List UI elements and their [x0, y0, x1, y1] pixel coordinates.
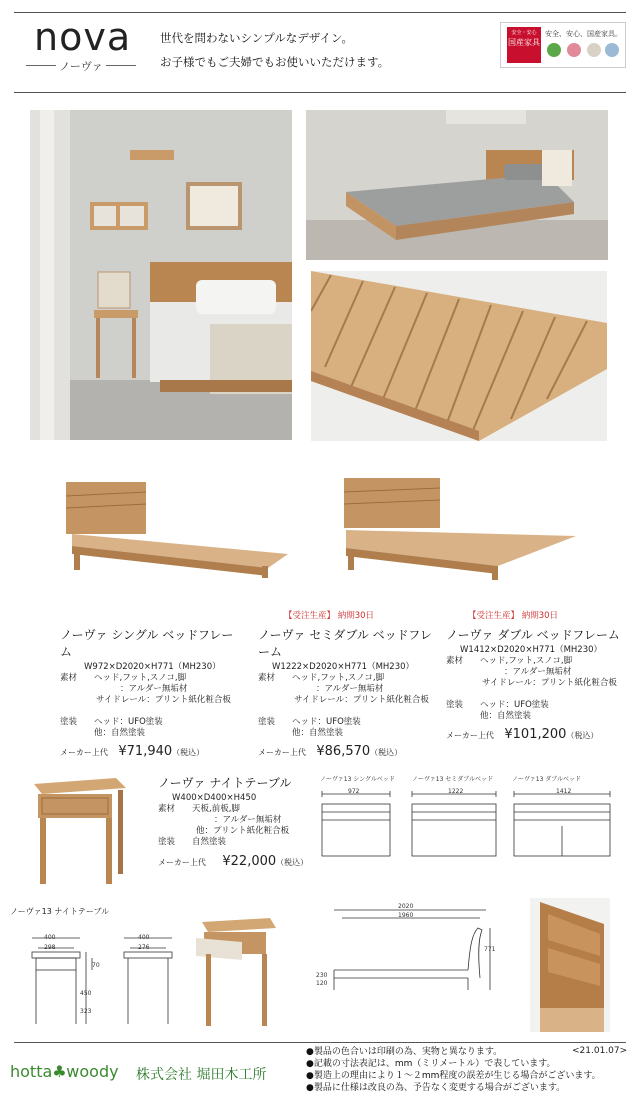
badge-text: 安全、安心、国産家具。	[545, 30, 622, 38]
width-semidouble: 1222	[448, 788, 464, 795]
height-drawer: 70	[92, 962, 100, 969]
side-width: 400	[138, 934, 150, 941]
height-leg: 323	[80, 1008, 92, 1015]
price-label: メーカー上代	[258, 748, 306, 757]
slats-closeup-photo	[311, 271, 607, 441]
family-icon	[587, 43, 601, 57]
material-label: 素材	[446, 656, 464, 666]
brand-subtitle: ノーヴァ	[26, 58, 136, 74]
tree-icon	[547, 43, 561, 57]
home-icon	[605, 43, 619, 57]
product-single	[60, 626, 244, 759]
width-single: 972	[348, 788, 360, 795]
brand-hotta: hotta	[10, 1062, 53, 1081]
bed-dimension-diagrams	[318, 786, 618, 862]
side-low-height-2: 120	[316, 980, 328, 987]
finish-label: 塗装	[446, 700, 464, 710]
note-3: ●製造上の理由により１～２mm程度の誤差が生じる場合がございます。	[306, 1071, 601, 1081]
front-width: 400	[44, 934, 56, 941]
product-dims: W1222×D2020×H771（MH230）	[272, 662, 415, 672]
finish-line-2: 他：自然塗装	[292, 728, 344, 738]
price-label: メーカー上代	[446, 731, 494, 740]
product-title: ノーヴァ セミダブル ベッドフレーム	[258, 628, 432, 659]
diagram-label-double: ノーヴァ13 ダブルベッド	[512, 776, 582, 783]
product-dims: W972×D2020×H771（MH230）	[84, 662, 221, 672]
tax-label: （税込）	[370, 748, 403, 757]
product-title: ノーヴァ ダブル ベッドフレーム	[446, 628, 620, 642]
diagram-label-semidouble: ノーヴァ13 セミダブルベッド	[412, 776, 494, 783]
finish-line-1: ヘッド：UFO塗装	[480, 700, 549, 710]
price-label: メーカー上代	[158, 858, 206, 867]
material-line-3: 他：プリント紙化粧合板	[196, 826, 290, 836]
tagline-line-2: お子様でもご夫婦でもお使いいただけます。	[160, 55, 390, 69]
brand-woody: woody	[66, 1062, 119, 1081]
price-value: ¥22,000	[222, 854, 277, 869]
domestic-furniture-badge	[500, 22, 626, 68]
material-line-2: ：アルダー無垢材	[214, 815, 282, 825]
flower-icon	[567, 43, 581, 57]
footer-notes	[306, 1046, 601, 1094]
revision-date: <21.01.07>	[572, 1046, 628, 1056]
material-line-1: ヘッド,フット,スノコ,脚	[292, 673, 385, 683]
double-bed-image	[338, 472, 586, 582]
nightstand-diagram-title: ノーヴァ13 ナイトテーブル	[10, 907, 110, 916]
tax-label: （税込）	[276, 858, 309, 867]
material-line-1: ヘッド,フット,スノコ,脚	[480, 656, 573, 666]
material-line-2: ：アルダー無垢材	[316, 684, 384, 694]
brand-logo: nova	[34, 15, 132, 59]
price-value: ¥71,940	[118, 744, 173, 759]
product-dims: W1412×D2020×H771（MH230）	[460, 645, 603, 655]
nightstand-dims: W400×D400×H450	[172, 793, 257, 803]
finish-line-1: ヘッド：UFO塗装	[292, 717, 361, 727]
note-1: ●製品の色合いは印刷の為、実物と異なります。	[306, 1047, 503, 1057]
tax-label: （税込）	[566, 731, 599, 740]
material-line-2: ：アルダー無垢材	[120, 684, 188, 694]
top-rule	[14, 12, 626, 13]
material-line-3: サイドレール：プリント紙化粧合板	[96, 695, 231, 705]
side-inner-length: 1960	[398, 912, 414, 919]
finish-label: 塗装	[258, 717, 276, 727]
header-bottom-rule	[14, 92, 626, 93]
material-line-1: ヘッド,フット,スノコ,脚	[94, 673, 187, 683]
finish-line-2: 他：自然塗装	[94, 728, 146, 738]
nightstand-spec	[158, 774, 318, 869]
nightstand-title: ノーヴァ ナイトテーブル	[158, 776, 292, 790]
product-title: ノーヴァ シングル ベッドフレーム	[60, 628, 234, 659]
headboard-photo	[530, 898, 610, 1032]
single-bed-image	[58, 478, 302, 582]
footer-brand	[10, 1062, 119, 1081]
nightstand-drawer-photo	[186, 912, 278, 1030]
finish-line-1: ヘッド：UFO塗装	[94, 717, 163, 727]
side-inner-width: 276	[138, 944, 150, 951]
price-value: ¥101,200	[504, 727, 567, 742]
order-note-semidouble: 【受注生産】 納期30日	[284, 611, 375, 621]
price-value: ¥86,570	[316, 744, 371, 759]
bedroom-scene-photo	[30, 110, 292, 440]
note-4: ●製品に仕様は改良の為、予告なく変更する場合がございます。	[306, 1083, 566, 1093]
material-line-2: ：アルダー無垢材	[504, 667, 572, 677]
material-line-1: 天板,前板,脚	[192, 804, 240, 814]
finish-line-2: 他：自然塗装	[480, 711, 532, 721]
leaf-icon: ♣	[52, 1062, 67, 1081]
width-double: 1412	[556, 788, 572, 795]
material-label: 素材	[258, 673, 276, 683]
diagram-label-single: ノーヴァ13 シングルベッド	[320, 776, 395, 783]
material-line-3: サイドレール：プリント紙化粧合板	[482, 678, 617, 688]
finish-label: 塗装	[158, 837, 176, 847]
nightstand-image	[24, 772, 130, 888]
product-double	[446, 626, 630, 742]
tagline-line-1: 世代を問わないシンプルなデザイン。	[160, 31, 354, 45]
seal-icon: 安全・安心 国産家具	[507, 27, 541, 63]
side-low-height-1: 230	[316, 972, 328, 979]
side-total-length: 2020	[398, 903, 414, 910]
tax-label: （税込）	[172, 748, 205, 757]
product-semidouble	[258, 626, 442, 759]
note-2: ●記載の寸法表記は、mm（ミリメートル）で表しています。	[306, 1059, 556, 1069]
finish-label: 塗装	[60, 717, 78, 727]
front-inner-width: 298	[44, 944, 56, 951]
finish-line-1: 自然塗装	[192, 837, 227, 847]
side-height: 771	[484, 946, 496, 953]
company-name: 株式会社 堀田木工所	[136, 1067, 267, 1083]
bed-room-photo	[306, 110, 608, 260]
height-total: 450	[80, 990, 92, 997]
footer-rule	[14, 1042, 626, 1043]
material-label: 素材	[158, 804, 176, 814]
material-label: 素材	[60, 673, 78, 683]
price-label: メーカー上代	[60, 748, 108, 757]
order-note-double: 【受注生産】 納期30日	[468, 611, 559, 621]
material-line-3: サイドレール：プリント紙化粧合板	[294, 695, 429, 705]
